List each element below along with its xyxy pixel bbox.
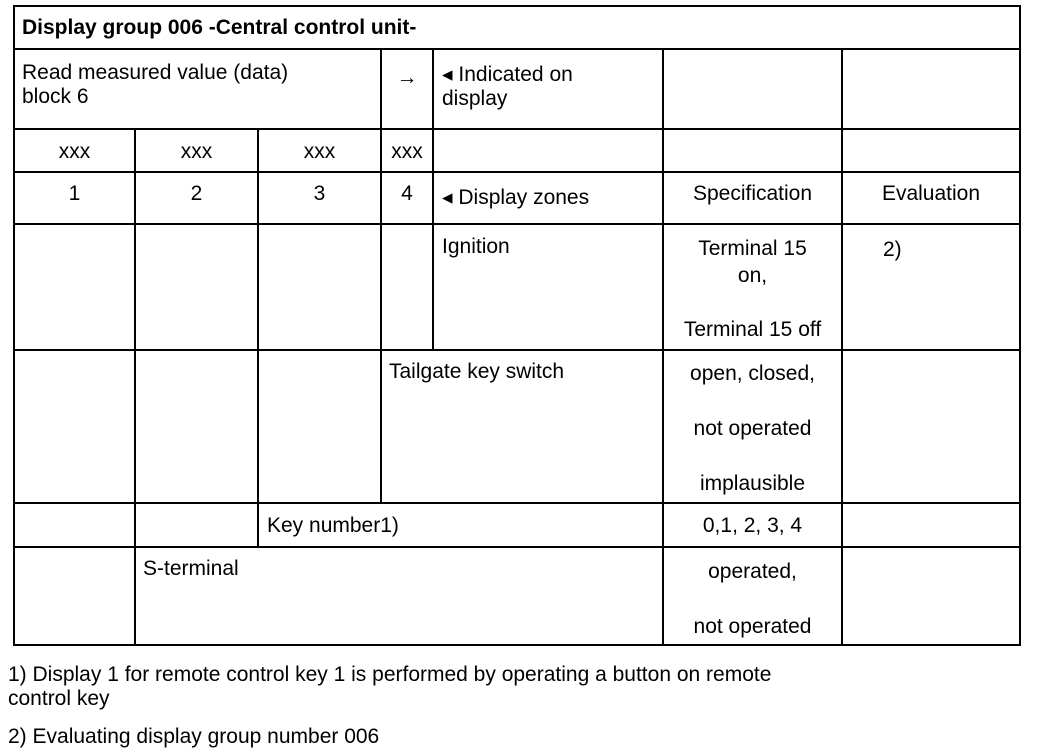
zone-number-2: 2 [190,182,203,205]
read-block-label: Read measured value (data) block 6 [22,61,289,108]
row-spec-key-number: 0,1, 2, 3, 4 [702,514,803,537]
evaluation-header: Evaluation [881,182,981,205]
footnote-2: 2) Evaluating display group number 006 [8,725,380,748]
specification-header: Specification [692,182,813,205]
zone-number-1: 1 [68,182,81,205]
placeholder-2: xxx [180,140,213,163]
table-title: Display group 006 -Central control unit- [22,16,417,39]
indicated-on-display-label: ◂ Indicated on display [442,63,573,110]
row-label-ignition: Ignition [442,235,510,258]
row-label-tailgate: Tailgate key switch [389,360,565,383]
row-spec-s-terminal: operated, not operated [693,560,812,638]
right-arrow-icon: → [396,66,418,89]
row-spec-ignition: Terminal 15 on, Terminal 15 off [683,237,822,341]
footnote-1: 1) Display 1 for remote control key 1 is performed by operating a button on remote control key [8,663,772,710]
placeholder-3: xxx [303,140,336,163]
row-label-s-terminal: S-terminal [143,557,239,580]
row-eval-ignition: 2) [883,238,902,261]
placeholder-1: xxx [58,140,91,163]
zone-number-3: 3 [313,182,326,205]
row-label-key-number: Key number1) [267,514,399,537]
row-spec-tailgate: open, closed, not operated implausible [690,362,815,495]
placeholder-4: xxx [391,140,423,163]
display-zones-label: ◂ Display zones [442,186,590,209]
zone-number-4: 4 [401,182,413,205]
